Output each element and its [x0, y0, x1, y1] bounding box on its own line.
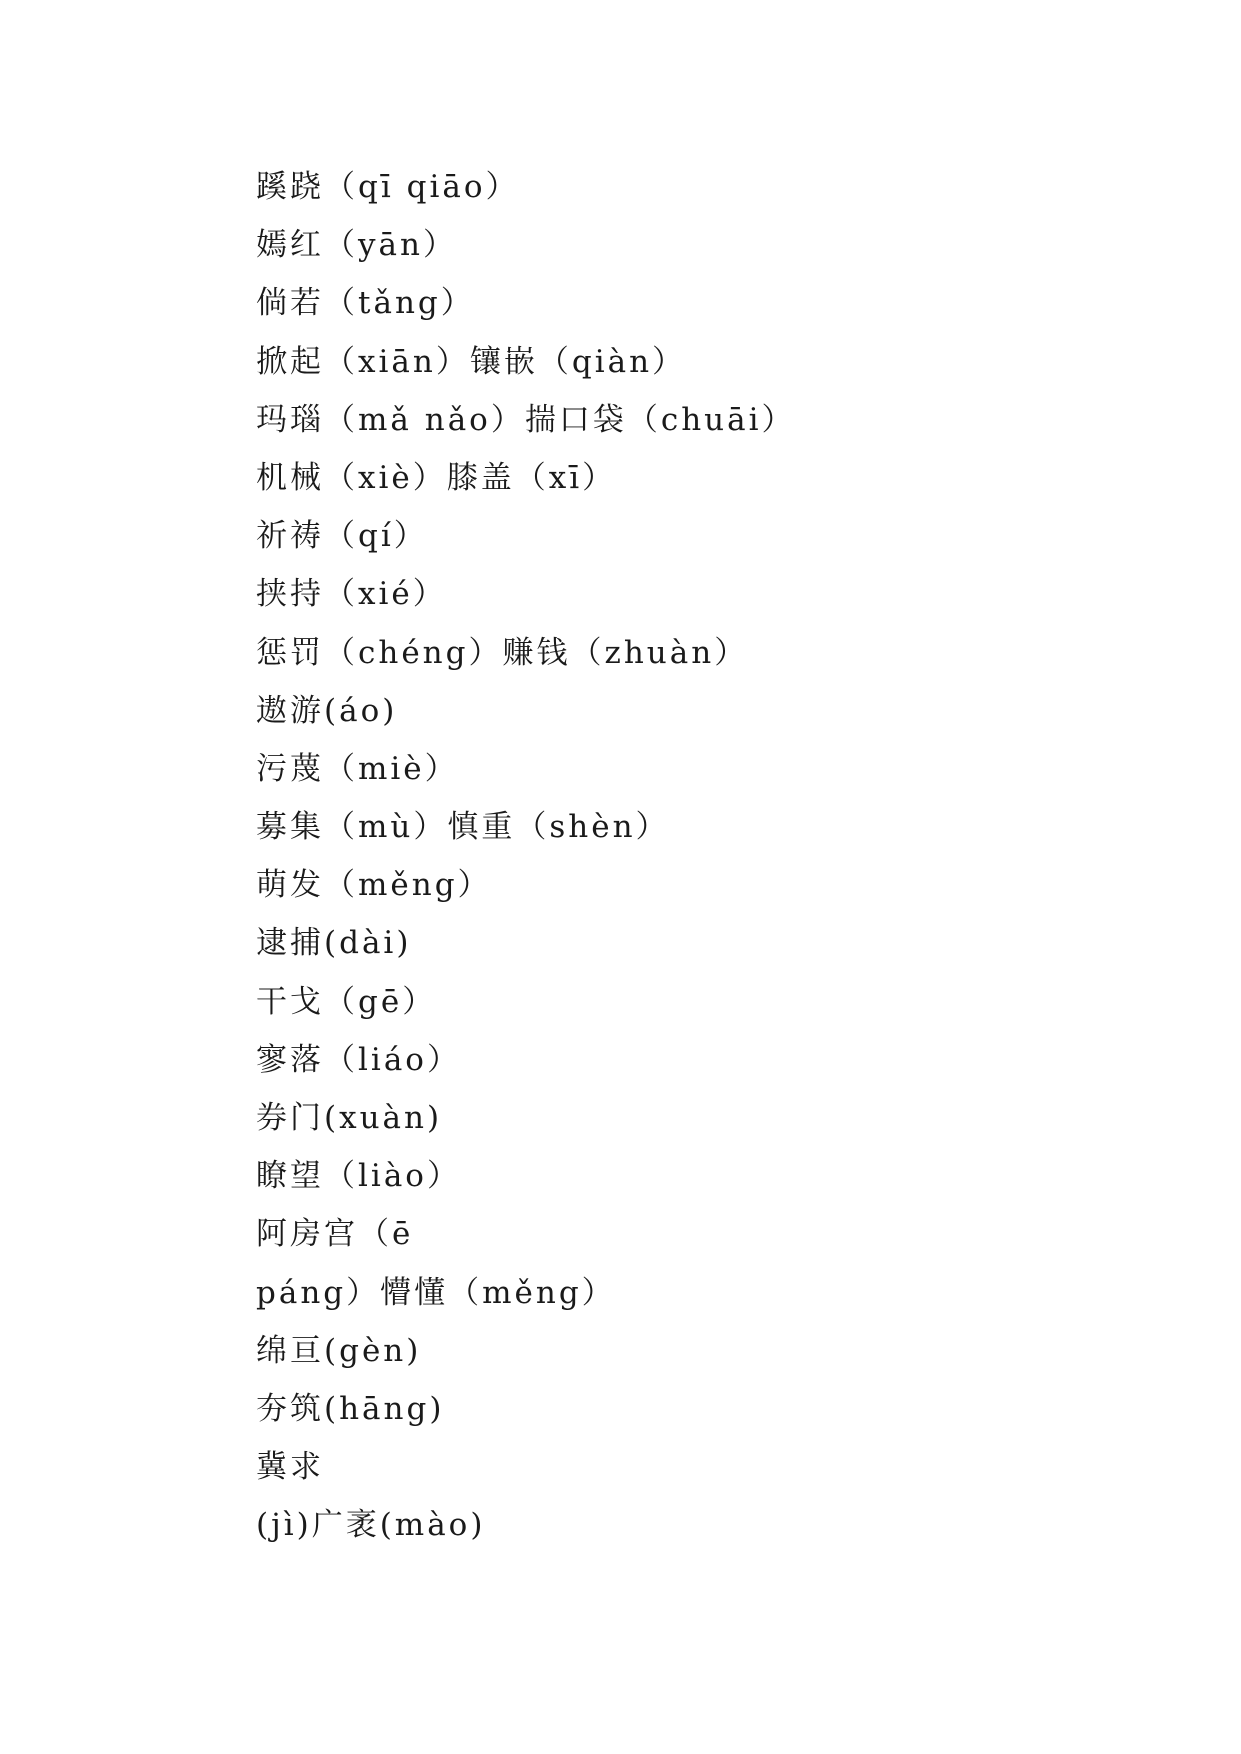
- list-item: 瞭望（liào）: [256, 1158, 461, 1195]
- list-item: 玛瑙（mǎ nǎo）揣口袋（chuāi）: [256, 401, 796, 438]
- list-item: 干戈（gē）: [256, 983, 437, 1020]
- list-item: 募集（mù）慎重（shèn）: [256, 809, 670, 846]
- list-item: 遨游(áo): [256, 692, 398, 729]
- list-item: 掀起（xiān）镶嵌（qiàn）: [256, 343, 687, 380]
- list-item: 券门(xuàn): [256, 1100, 443, 1136]
- list-item: 污蔑（miè）: [256, 750, 459, 787]
- list-item: páng）懵懂（měng）: [256, 1274, 616, 1311]
- list-item: 绵亘(gèn): [256, 1332, 422, 1369]
- list-item: 挟持（xié）: [256, 576, 447, 613]
- list-item: 机械（xiè）膝盖（xī）: [256, 459, 617, 496]
- vocabulary-list: [256, 158, 1156, 1555]
- list-item: (jì)广袤(mào): [256, 1507, 486, 1544]
- list-item: 冀求: [256, 1449, 324, 1486]
- list-item: 嫣红（yān）: [256, 227, 457, 264]
- list-item: 阿房宫（ē: [256, 1216, 414, 1253]
- list-item: 夯筑(hāng): [256, 1390, 445, 1427]
- list-item: 惩罚（chéng）赚钱（zhuàn）: [256, 634, 749, 671]
- list-item: 逮捕(dài): [256, 925, 412, 962]
- list-item: 祈祷（qí）: [256, 518, 428, 555]
- list-item: 倘若（tǎng）: [256, 285, 475, 322]
- list-item: 寥落（liáo）: [256, 1041, 461, 1078]
- list-item: 萌发（měng）: [256, 867, 492, 904]
- list-item: 蹊跷（qī qiāo）: [256, 169, 520, 205]
